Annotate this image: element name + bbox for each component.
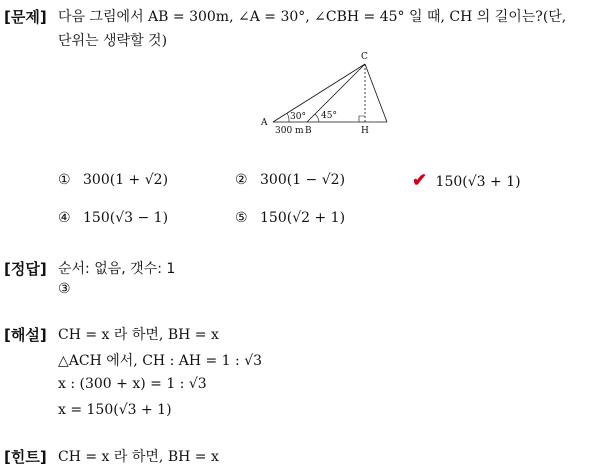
problem-text-line2: 단위는 생략할 것) [58,33,168,49]
option-1-number: ① [58,172,71,188]
hint-line1: CH = x 라 하면, BH = x [58,449,219,465]
option-2-number: ② [235,172,248,188]
explanation-line3: x : (300 + x) = 1 : √3 [58,376,207,392]
line-c-right [365,64,387,122]
option-1[interactable] [58,172,168,188]
angle-b-label: 45° [321,111,337,121]
label-b: B [305,126,312,136]
right-angle-mark [359,116,365,122]
option-5-text: 150(√2 + 1) [260,210,346,226]
angle-b-arc [315,114,319,122]
option-4-number: ④ [58,210,71,226]
length-ab-label: 300 m [275,126,304,136]
answer-line1: 순서: 없음, 갯수: 1 [58,261,176,277]
answer-tag: [정답] [4,260,47,278]
checkmark-icon: ✔ [412,170,428,191]
angle-a-arc [287,113,289,122]
hint-tag: [힌트] [4,448,47,466]
option-4-text: 150(√3 − 1) [83,210,169,226]
triangle-figure [255,47,405,142]
problem-tag: [문제] [4,8,47,26]
line-ac [273,64,365,122]
option-2-text: 300(1 − √2) [260,172,346,188]
option-3-text: 150(√3 + 1) [435,174,521,190]
explanation-line2: △ACH 에서, CH : AH = 1 : √3 [58,353,263,369]
label-a: A [261,118,268,128]
option-5-number: ⑤ [235,210,248,226]
explanation-tag: [해설] [4,326,47,344]
option-2[interactable] [235,172,345,188]
option-4[interactable] [58,210,168,226]
angle-a-label: 30° [290,112,306,122]
label-c: C [361,52,368,62]
label-h: H [361,126,369,136]
option-5[interactable] [235,210,345,226]
explanation-line4: x = 150(√3 + 1) [58,402,172,418]
option-1-text: 300(1 + √2) [83,172,169,188]
option-3[interactable] [412,170,521,191]
problem-text-line1: 다음 그림에서 AB = 300m, ∠A = 30°, ∠CBH = 45° 일 때, CH 의 길이는?(단, [58,9,567,25]
explanation-line1: CH = x 라 하면, BH = x [58,327,219,343]
answer-line2: ③ [58,281,71,297]
